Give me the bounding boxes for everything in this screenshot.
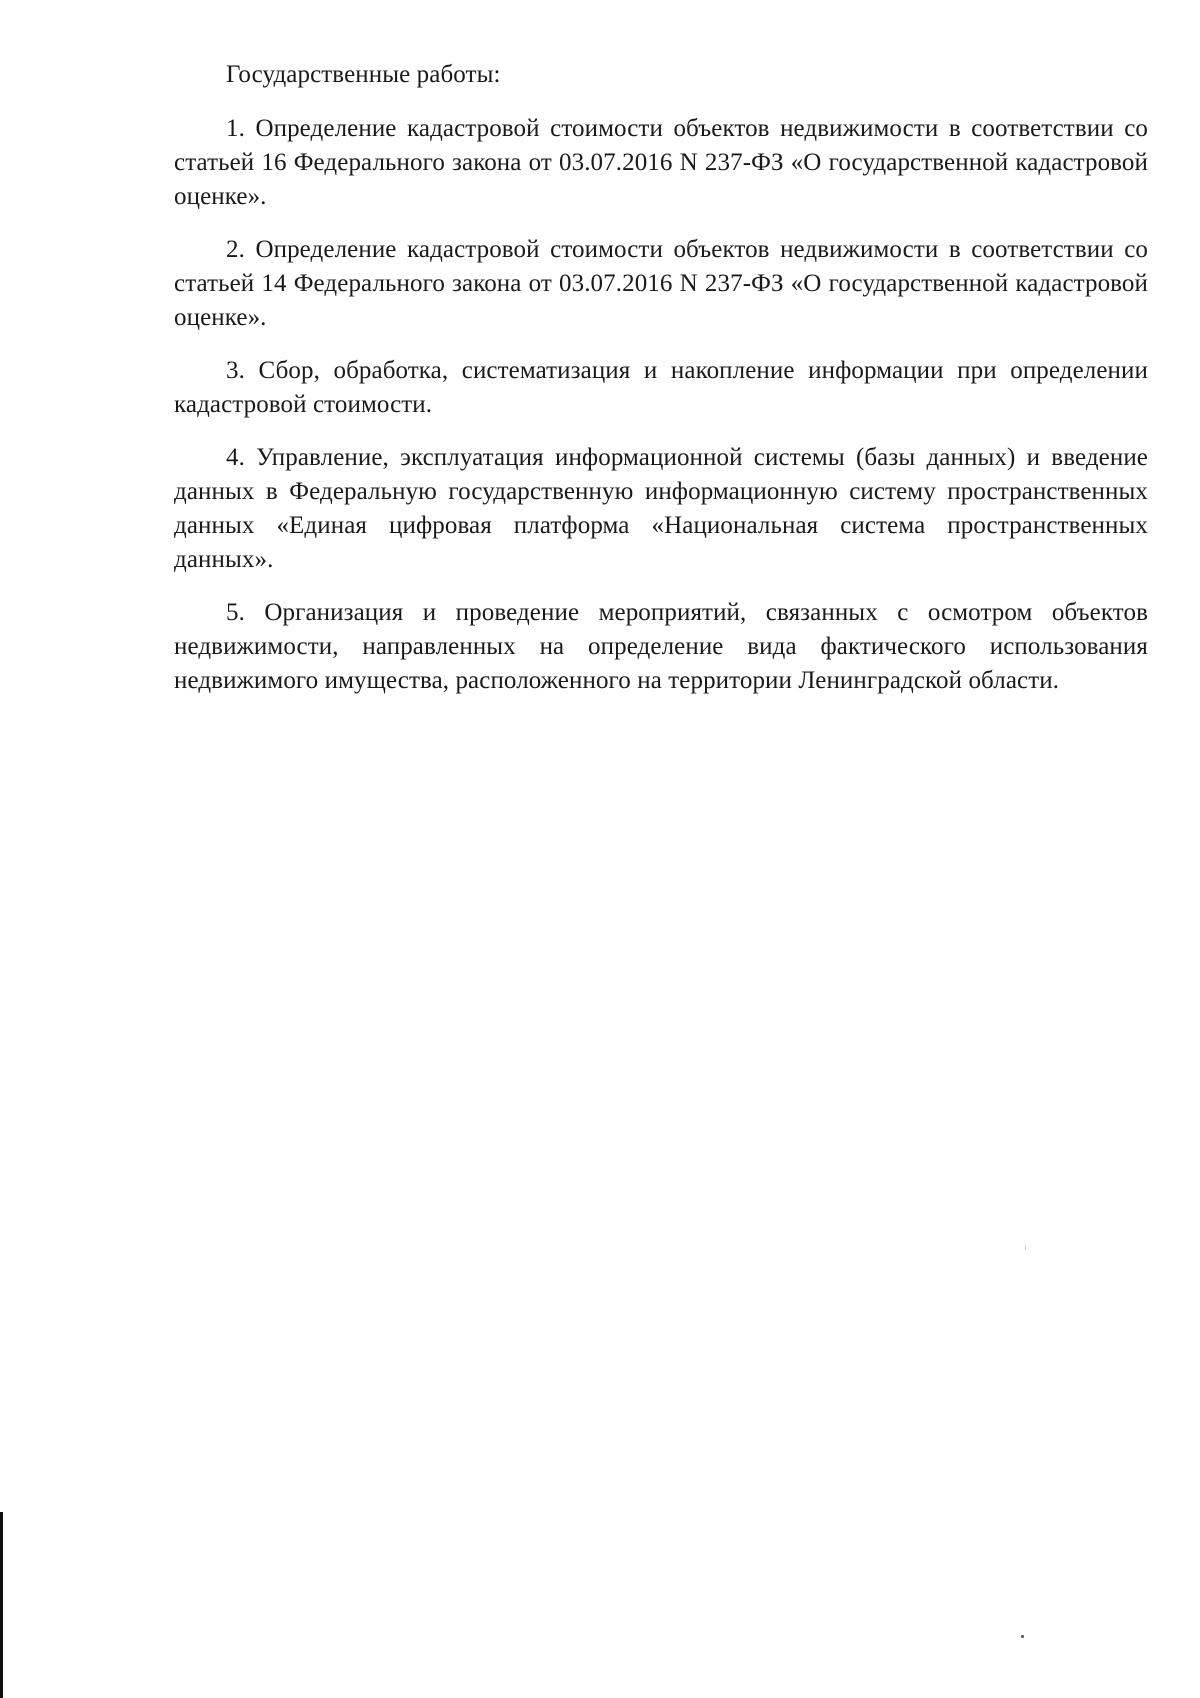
list-item-2: 2. Определение кадастровой стоимости объектов недвижимости в соответствии со статьей 14 Федерального закона от 03.07.2016 N 237-ФЗ «О государственной кадастровой оценке». <box>174 236 1148 331</box>
scan-tick <box>1025 1245 1026 1250</box>
list-item-4: 4. Управление, эксплуатация информационной системы (базы данных) и введение данных в Федеральную государственную информационную систему пространственных данных «Единая цифровая платформа «Национальная система пространственных данных». <box>174 444 1148 573</box>
list-item-3: 3. Сбор, обработка, систематизация и накопление информации при определении кадастровой стоимости. <box>174 357 1148 418</box>
list-item-5: 5. Организация и проведение мероприятий, связанных с осмотром объектов недвижимости, направленных на определение вида фактического использования недвижимого имущества, расположенного на территории Ленинградской области. <box>174 599 1148 694</box>
scan-edge-mark <box>0 1512 3 1698</box>
document-page <box>174 58 1148 717</box>
list-item-1: 1. Определение кадастровой стоимости объектов недвижимости в соответствии со статьей 16 Федерального закона от 03.07.2016 N 237-ФЗ «О государственной кадастровой оценке». <box>174 115 1148 210</box>
scan-speck <box>1021 1635 1024 1638</box>
document-heading: Государственные работы: <box>226 61 501 88</box>
